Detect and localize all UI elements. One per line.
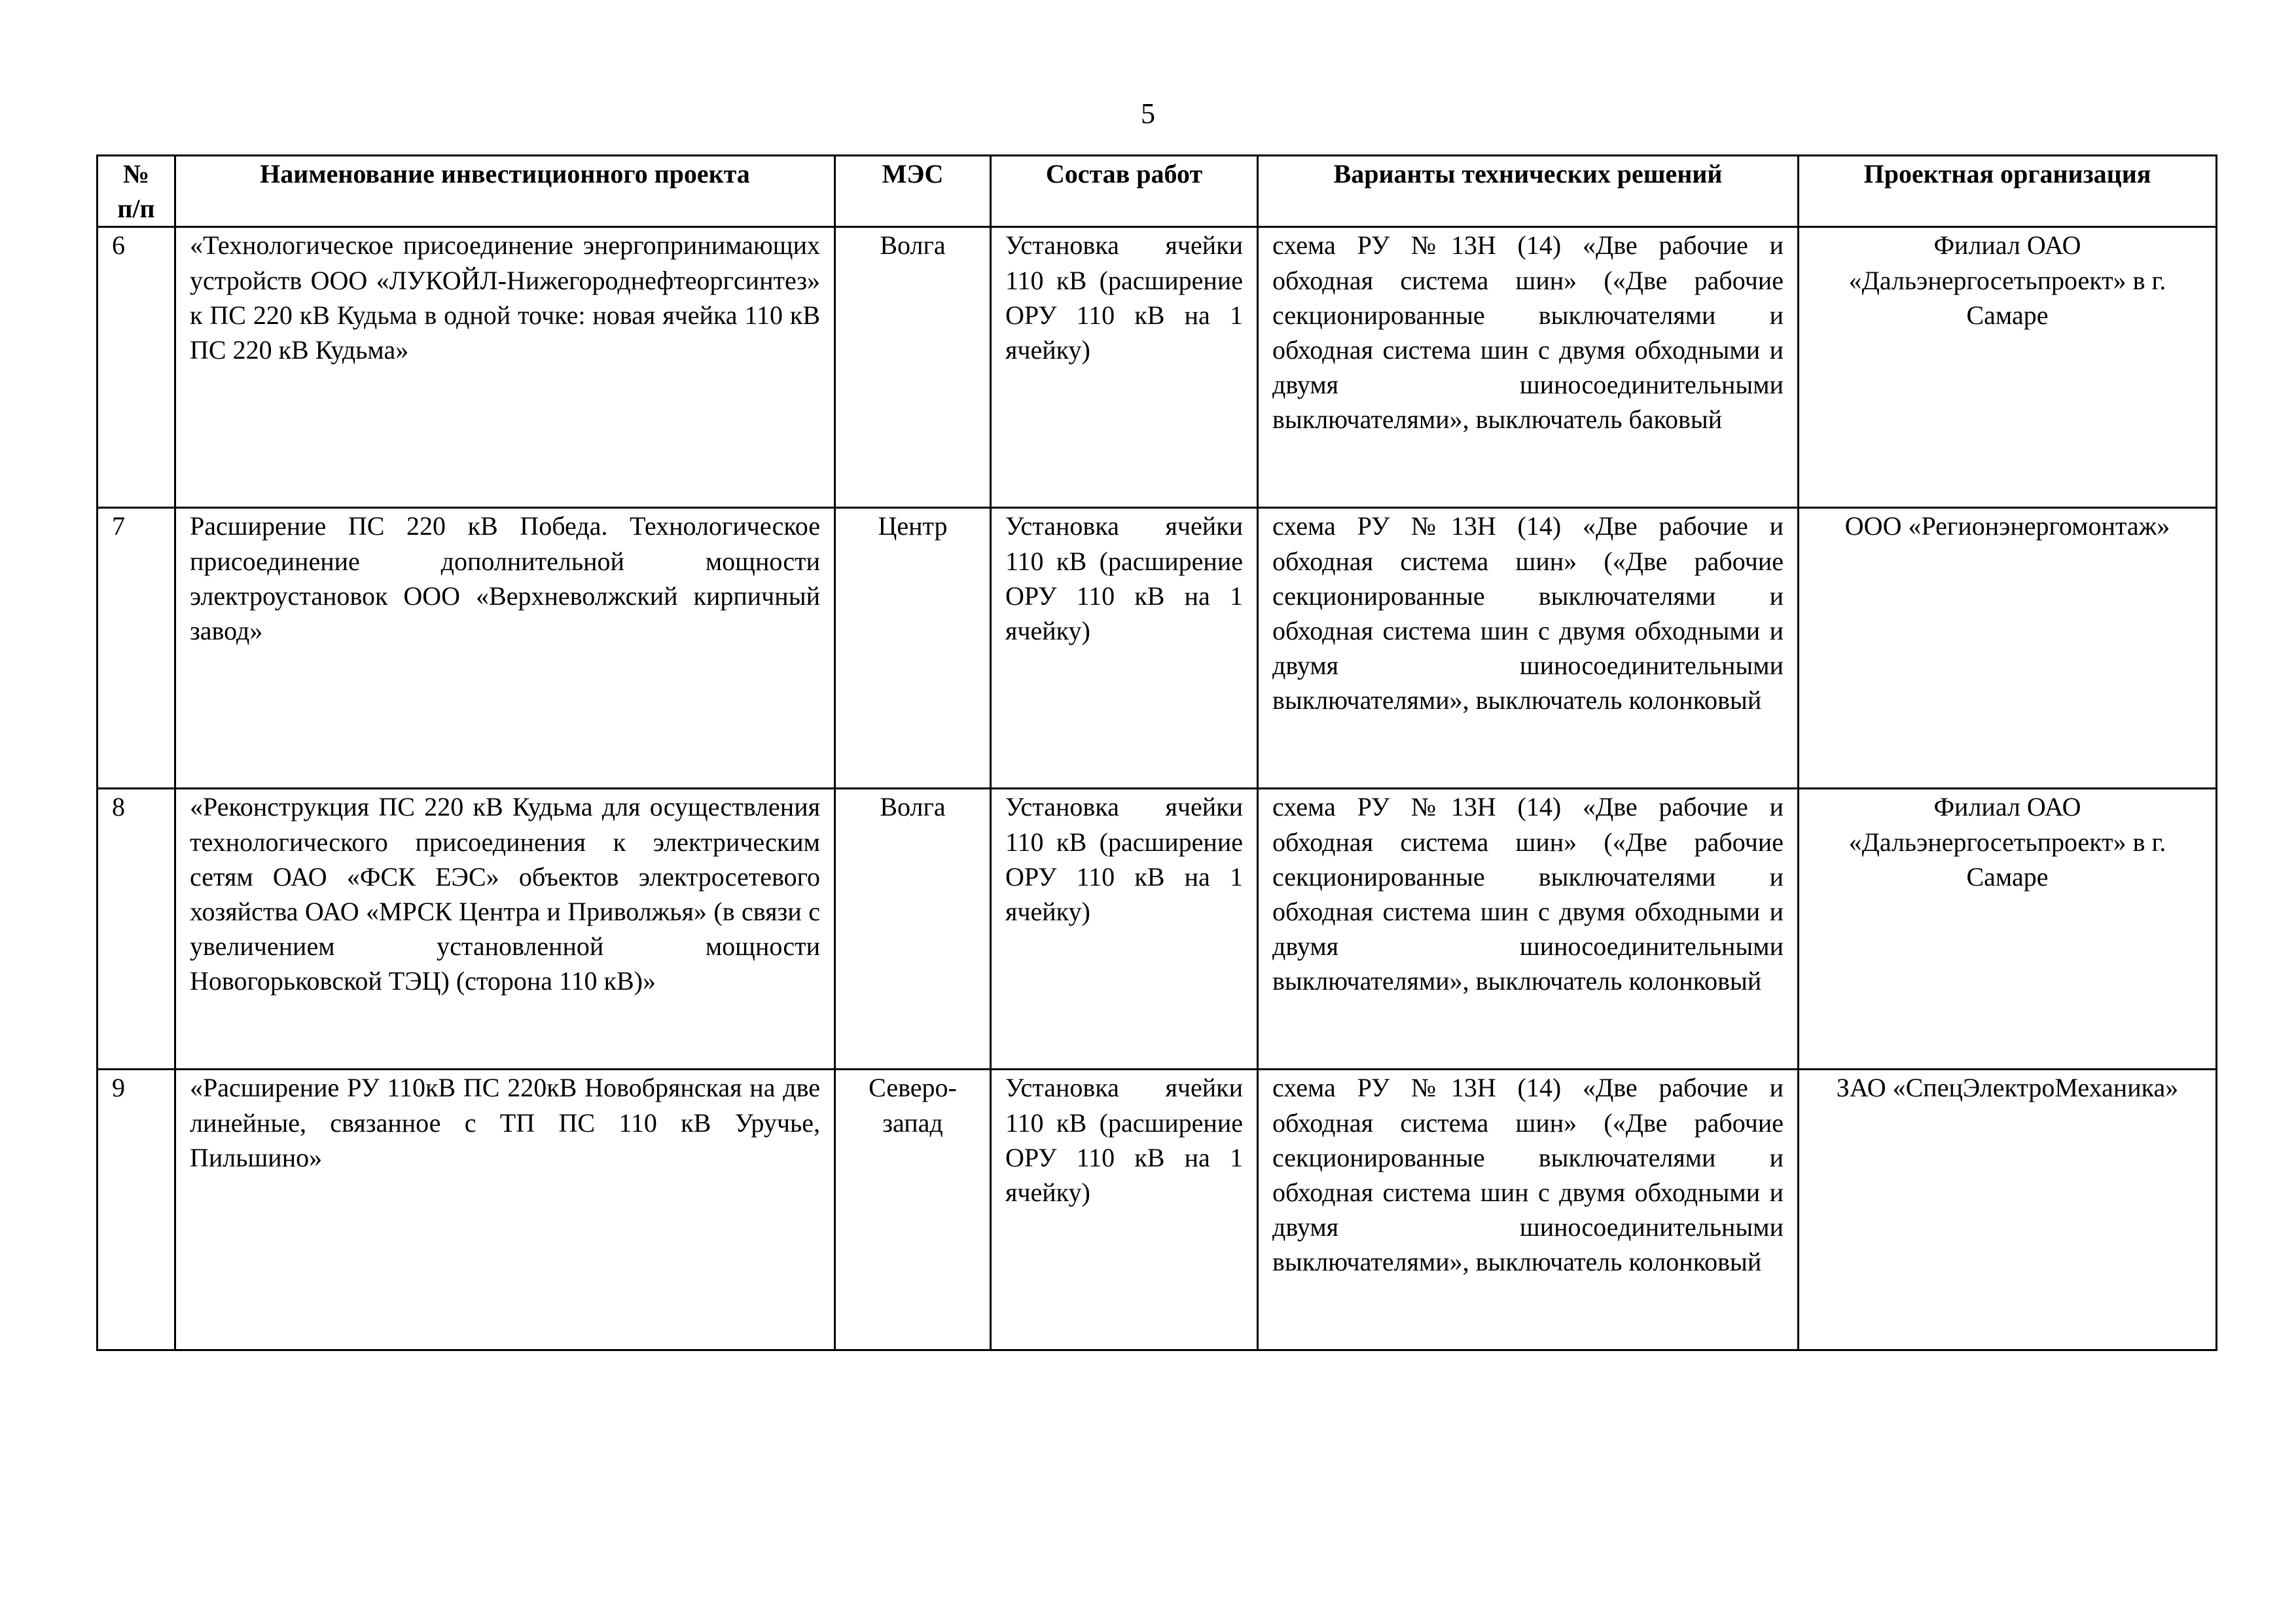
investment-projects-table — [96, 154, 2217, 1351]
row-works: Установка ячейки 110 кВ (расширение ОРУ 110 кВ на 1 ячейку) — [991, 1070, 1258, 1350]
row-project: «Технологическое присоединение энергопринимающих устройств ООО «ЛУКОЙЛ-Нижегороднефтеоргсинтез» к ПС 220 кВ Кудьма в одной точке: новая ячейка 110 кВ ПС 220 кВ Кудьма» — [175, 227, 835, 508]
row-num: 8 — [98, 789, 175, 1070]
table-row — [98, 508, 2217, 789]
row-solutions: схема РУ №13Н (14) «Две рабочие и обходная система шин» («Две рабочие секционированные выключателями и обходная система шин с двумя обходными и двумя шиносоединительными выключателями», выключатель колонковый — [1258, 1070, 1799, 1350]
row-solutions: схема РУ №13Н (14) «Две рабочие и обходная система шин» («Две рабочие секционированные выключателями и обходная система шин с двумя обходными и двумя шиносоединительными выключателями», выключатель баковый — [1258, 227, 1799, 508]
header-solutions: Варианты технических решений — [1258, 156, 1799, 227]
row-works: Установка ячейки 110 кВ (расширение ОРУ 110 кВ на 1 ячейку) — [991, 508, 1258, 789]
row-organization: Филиал ОАО «Дальэнергосетьпроект» в г. Самаре — [1799, 227, 2217, 508]
header-works: Состав работ — [991, 156, 1258, 227]
page-number: 5 — [1141, 98, 1155, 130]
row-mes: Волга — [835, 227, 991, 508]
row-works: Установка ячейки 110 кВ (расширение ОРУ 110 кВ на 1 ячейку) — [991, 789, 1258, 1070]
row-mes: Центр — [835, 508, 991, 789]
header-project: Наименование инвестиционного проекта — [175, 156, 835, 227]
row-project: «Расширение РУ 110кВ ПС 220кВ Новобрянская на две линейные, связанное с ТП ПС 110 кВ Уручье, Пильшино» — [175, 1070, 835, 1350]
row-works: Установка ячейки 110 кВ (расширение ОРУ 110 кВ на 1 ячейку) — [991, 227, 1258, 508]
row-num: 6 — [98, 227, 175, 508]
row-solutions: схема РУ №13Н (14) «Две рабочие и обходная система шин» («Две рабочие секционированные выключателями и обходная система шин с двумя обходными и двумя шиносоединительными выключателями», выключатель колонковый — [1258, 789, 1799, 1070]
table-row — [98, 789, 2217, 1070]
row-project: «Реконструкция ПС 220 кВ Кудьма для осуществления технологического присоединения к электрическим сетям ОАО «ФСК ЕЭС» объектов электросетевого хозяйства ОАО «МРСК Центра и Приволжья» (в связи с увеличением установленной мощности Новогорьковской ТЭЦ) (сторона 110 кВ)» — [175, 789, 835, 1070]
row-organization: ЗАО «СпецЭлектроМеханика» — [1799, 1070, 2217, 1350]
table-header-row — [98, 156, 2217, 227]
row-mes: Волга — [835, 789, 991, 1070]
row-organization: ООО «Регионэнергомонтаж» — [1799, 508, 2217, 789]
table-row — [98, 227, 2217, 508]
header-num: № п/п — [98, 156, 175, 227]
row-solutions: схема РУ №13Н (14) «Две рабочие и обходная система шин» («Две рабочие секционированные выключателями и обходная система шин с двумя обходными и двумя шиносоединительными выключателями», выключатель колонковый — [1258, 508, 1799, 789]
row-num: 9 — [98, 1070, 175, 1350]
header-organization: Проектная организация — [1799, 156, 2217, 227]
row-project: Расширение ПС 220 кВ Победа. Технологическое присоединение дополнительной мощности электроустановок ООО «Верхневолжский кирпичный завод» — [175, 508, 835, 789]
row-num: 7 — [98, 508, 175, 789]
row-organization: Филиал ОАО «Дальэнергосетьпроект» в г. Самаре — [1799, 789, 2217, 1070]
header-mes: МЭС — [835, 156, 991, 227]
row-mes: Северо-запад — [835, 1070, 991, 1350]
table-row — [98, 1070, 2217, 1350]
